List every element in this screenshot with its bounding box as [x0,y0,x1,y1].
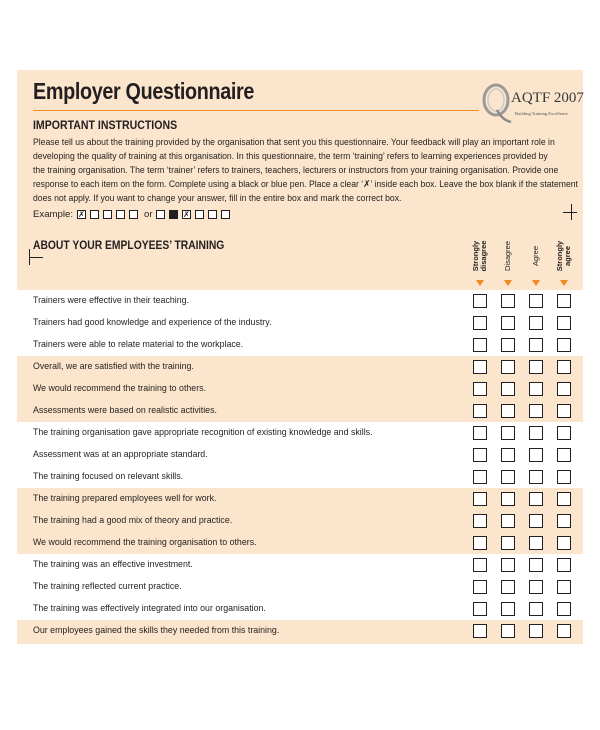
answer-checkbox-strongly-agree[interactable] [557,514,571,528]
instructions-heading: IMPORTANT INSTRUCTIONS [33,118,178,132]
question-text: Our employees gained the skills they needed from this training. [33,625,280,636]
column-arrow-icon [560,280,568,286]
instructions-line: does not apply. If you want to change your answer, fill in the entire box and mark the correct box. [33,193,402,204]
answer-checkbox-strongly-agree[interactable] [557,426,571,440]
question-row [17,488,583,510]
questionnaire-page [17,70,583,644]
question-row [17,290,583,312]
answer-checkbox-agree[interactable] [529,360,543,374]
answer-checkbox-disagree[interactable] [501,514,515,528]
example-crossed-box: ✗ [183,210,190,219]
question-row [17,576,583,598]
answer-checkbox-strongly-agree[interactable] [557,492,571,506]
answer-checkbox-disagree[interactable] [501,580,515,594]
answer-checkbox-agree[interactable] [529,514,543,528]
instructions-line: the training organisation. The term ‘trainer’ refers to trainers, teachers, lecturers or instructors from your training organisation. Provide one [33,165,559,176]
question-row [17,356,583,378]
example-filled-box [169,210,178,219]
instructions-line: developing the quality of training at this organisation. In this questionnaire, the term ‘training’ refers to learning experiences provided by [33,151,548,162]
question-row [17,422,583,444]
question-row [17,400,583,422]
question-row [17,444,583,466]
question-text: The training had a good mix of theory and practice. [33,515,233,526]
answer-checkbox-strongly-agree[interactable] [557,602,571,616]
example-empty-box [90,210,99,219]
answer-checkbox-agree[interactable] [529,492,543,506]
answer-checkbox-strongly-disagree[interactable] [473,294,487,308]
answer-checkbox-agree[interactable] [529,294,543,308]
column-header-disagree: Disagree [503,240,512,272]
answer-checkbox-strongly-disagree[interactable] [473,316,487,330]
answer-checkbox-strongly-agree[interactable] [557,404,571,418]
column-header-agree: Agree [531,245,540,267]
example-empty-box [208,210,217,219]
column-header-strongly-agree: Strongly agree [555,240,572,272]
page-title: Employer Questionnaire [33,78,255,104]
answer-checkbox-agree[interactable] [529,558,543,572]
example-or: or [144,209,153,220]
answer-checkbox-strongly-disagree[interactable] [473,558,487,572]
answer-checkbox-strongly-agree[interactable] [557,470,571,484]
logo-name: AQTF 2007 [511,90,584,106]
crop-mark [571,204,572,220]
answer-checkbox-agree[interactable] [529,536,543,550]
question-text: The training prepared employees well for work. [33,493,217,504]
column-arrow-icon [476,280,484,286]
instructions-line: Please tell us about the training provided by the organisation that sent you this questionnaire. Your feedback will play an important role in [33,137,555,148]
example-label: Example: [33,209,73,220]
title-rule [33,110,479,111]
answer-checkbox-disagree[interactable] [501,382,515,396]
answer-checkbox-strongly-agree[interactable] [557,360,571,374]
crop-mark [29,249,30,265]
answer-checkbox-disagree[interactable] [501,448,515,462]
answer-checkbox-agree[interactable] [529,338,543,352]
answer-checkbox-strongly-disagree[interactable] [473,514,487,528]
answer-checkbox-disagree[interactable] [501,470,515,484]
answer-checkbox-strongly-agree[interactable] [557,624,571,638]
logo-tagline: Building Training Excellence [515,111,568,116]
crop-mark [563,212,577,213]
answer-checkbox-strongly-disagree[interactable] [473,580,487,594]
answer-checkbox-disagree[interactable] [501,602,515,616]
answer-checkbox-strongly-agree[interactable] [557,382,571,396]
answer-checkbox-strongly-agree[interactable] [557,316,571,330]
example-empty-box [221,210,230,219]
answer-checkbox-disagree[interactable] [501,294,515,308]
answer-checkbox-agree[interactable] [529,580,543,594]
question-text: The training reflected current practice. [33,581,182,592]
question-row [17,378,583,400]
answer-checkbox-disagree[interactable] [501,426,515,440]
answer-checkbox-agree[interactable] [529,448,543,462]
answer-checkbox-agree[interactable] [529,624,543,638]
answer-checkbox-agree[interactable] [529,316,543,330]
answer-checkbox-disagree[interactable] [501,360,515,374]
answer-checkbox-disagree[interactable] [501,536,515,550]
answer-checkbox-agree[interactable] [529,382,543,396]
question-text: Assessments were based on realistic activities. [33,405,217,416]
column-arrow-icon [504,280,512,286]
question-text: Trainers were effective in their teaching. [33,295,190,306]
question-text: The training was an effective investment. [33,559,193,570]
aqtf-logo [475,82,583,122]
answer-checkbox-strongly-agree[interactable] [557,338,571,352]
answer-checkbox-strongly-disagree[interactable] [473,360,487,374]
answer-checkbox-strongly-disagree[interactable] [473,338,487,352]
question-row [17,510,583,532]
q-emblem-icon [478,80,514,124]
section-heading: ABOUT YOUR EMPLOYEES’ TRAINING [33,238,225,252]
question-row [17,334,583,356]
answer-checkbox-disagree[interactable] [501,404,515,418]
question-row [17,620,583,642]
answer-checkbox-agree[interactable] [529,426,543,440]
answer-checkbox-strongly-disagree[interactable] [473,404,487,418]
answer-checkbox-agree[interactable] [529,404,543,418]
answer-checkbox-disagree[interactable] [501,558,515,572]
answer-checkbox-strongly-agree[interactable] [557,448,571,462]
example-empty-box [156,210,165,219]
example-empty-box [129,210,138,219]
answer-checkbox-disagree[interactable] [501,316,515,330]
question-text: Trainers had good knowledge and experience of the industry. [33,317,272,328]
answer-checkbox-disagree[interactable] [501,338,515,352]
answer-checkbox-strongly-disagree[interactable] [473,426,487,440]
question-text: The training was effectively integrated into our organisation. [33,603,266,614]
answer-checkbox-strongly-agree[interactable] [557,294,571,308]
question-row [17,598,583,620]
question-text: The training organisation gave appropriate recognition of existing knowledge and skills. [33,427,373,438]
answer-checkbox-strongly-agree[interactable] [557,558,571,572]
answer-checkbox-disagree[interactable] [501,624,515,638]
question-row [17,554,583,576]
answer-checkbox-agree[interactable] [529,470,543,484]
example-empty-box [195,210,204,219]
example-empty-box [116,210,125,219]
question-row [17,312,583,334]
answer-checkbox-strongly-disagree[interactable] [473,602,487,616]
question-text: We would recommend the training to others. [33,383,207,394]
question-text: Assessment was at an appropriate standard. [33,449,208,460]
question-row [17,466,583,488]
question-text: We would recommend the training organisation to others. [33,537,257,548]
question-text: The training focused on relevant skills. [33,471,184,482]
answer-checkbox-strongly-disagree[interactable] [473,624,487,638]
instructions-line: response to each item on the form. Complete using a black or blue pen. Place a clear ‘✗’ inside each box. Leave the box blank if the statement [33,179,578,190]
answer-checkbox-strongly-agree[interactable] [557,536,571,550]
answer-checkbox-agree[interactable] [529,602,543,616]
answer-checkbox-disagree[interactable] [501,492,515,506]
answer-checkbox-strongly-disagree[interactable] [473,536,487,550]
column-arrow-icon [532,280,540,286]
answer-checkbox-strongly-disagree[interactable] [473,448,487,462]
question-text: Overall, we are satisfied with the training. [33,361,194,372]
answer-checkbox-strongly-disagree[interactable] [473,382,487,396]
answer-checkbox-strongly-disagree[interactable] [473,492,487,506]
crop-mark [29,257,43,258]
answer-checkbox-strongly-disagree[interactable] [473,470,487,484]
example-crossed-box: ✗ [78,210,85,219]
column-header-strongly-disagree: Strongly disagree [471,240,488,272]
example-empty-box [103,210,112,219]
question-row [17,532,583,554]
answer-checkbox-strongly-agree[interactable] [557,580,571,594]
question-text: Trainers were able to relate material to the workplace. [33,339,244,350]
